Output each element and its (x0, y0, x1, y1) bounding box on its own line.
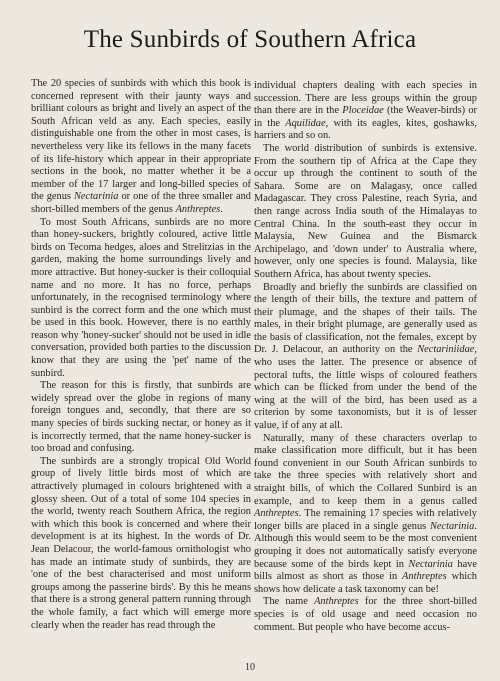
left-column (31, 78, 251, 632)
paragraph: Naturally, many of these characters overlap to make classification more difficult, but it has been found convenient in our South African sunbirds to take the three species with relatively short and straight bills, of which the Collared Sunbird is an example, and to keep them in a genus called Anthreptes. The remaining 17 species with relatively longer bills are placed in a single genus Nectarinia. Although this would seem to be the most convenient grouping it does not automatically satisfy everyone because some of the birds kept in Nectarinia have bills almost as short as those in Anthreptes which shows how delicate a task taxonomy can be! (254, 432, 477, 595)
paragraph: Broadly and briefly the sunbirds are classified on the length of their bills, the texture and pattern of their plumage, and the shapes of their tails. The males, in their bright plumage, are generally used as the basis of classification, not the females, except by Dr. J. Delacour, an authority on the Nectariniidae, who uses the latter. The presence or absence of pectoral tufts, the little wisps of coloured feathers which can be flicked from under the bend of the wing at the will of the bird, has been used as a criterion by some taxonomists, but it is of lesser value, if of any at all. (254, 281, 477, 432)
paragraph: individual chapters dealing with each species in succession. There are less groups within the group than there are in the Ploceidae (the Weaver-birds) or in the Aquilidae, with its eagles, kites, goshawks, harriers and so on. (254, 80, 478, 142)
paragraph: The reason for this is firstly, that sunbirds are widely spread over the globe in regions of many foreign tongues and, secondly, that there are so many species of birds sucking nectar, or honey as it is incorrectly termed, that the name honey-sucker is too broad and confusing. (31, 380, 251, 455)
right-column (254, 80, 477, 634)
paragraph: To most South Africans, sunbirds are no more than honey-suckers, brightly coloured, active little birds on Tecoma hedges, aloes and Strelitzias in the garden, making the home surroundings lively and more attractive. But honey-sucker is their colloquial name and no more. It has no force, perhaps unfortunately, in the recognised terminology where sunbird is the correct form and the one which must be used in this book. However, there is no earthly reason why 'honey-sucker' should not be used in idle conversation, provided both parties to the discussion know that they are using the 'pet' name of the sunbird. (31, 216, 251, 379)
paragraph: The 20 species of sunbirds with which this book is concerned represent with their jaunty ways and brilliant colours as bright and lively an aspect of the South African veld as any. Each species, easily distinguishable one from the other in most cases, is nevertheless very like its fellows in the many facets of its life-history which appear in their appropriate sections in the book, no matter whether it be a member of the 17 larger and long-billed species of the genus Nectarinia or one of the three smaller and short-billed members of the genus Anthreptes. (31, 78, 251, 215)
paragraph: The sunbirds are a strongly tropical Old World group of lively little birds most of which are attractively plumaged in colours brightened with a glossy sheen. Out of a total of some 104 species in the world, twenty reach Southern Africa, the region with which this book is concerned and where their development is at its highest. In the words of Dr. Jean Delacour, the world-famous ornithologist who has made an intimate study of sunbirds, they are 'one of the best characterised and most uniform groups among the passerine birds'. By this he means that there is a strong general pattern running through the whole family, a fact which will emerge more clearly when the reader has read through the (31, 455, 251, 631)
paragraph: The name Anthreptes for the three short-billed species is of old usage and need occasion no comment. But people who have become accus- (254, 596, 477, 633)
page-number: 10 (245, 662, 255, 673)
paragraph: The world distribution of sunbirds is extensive. From the southern tip of Africa at the Cape they occur up through the continent to south of the Sahara. Some are on Malagasy, once called Madagascar. They cross Palestine, reach Syria, and then range across India south of the Himalayas to Central China. In the south-east they occur in Malaysia, New Guinea and the Bismarck Archipelago, and 'down under' to Australia where, however, only one species is found. Malaysia, like Southern Africa, has about twenty species. (254, 142, 477, 280)
page-title: The Sunbirds of Southern Africa (83, 26, 417, 53)
